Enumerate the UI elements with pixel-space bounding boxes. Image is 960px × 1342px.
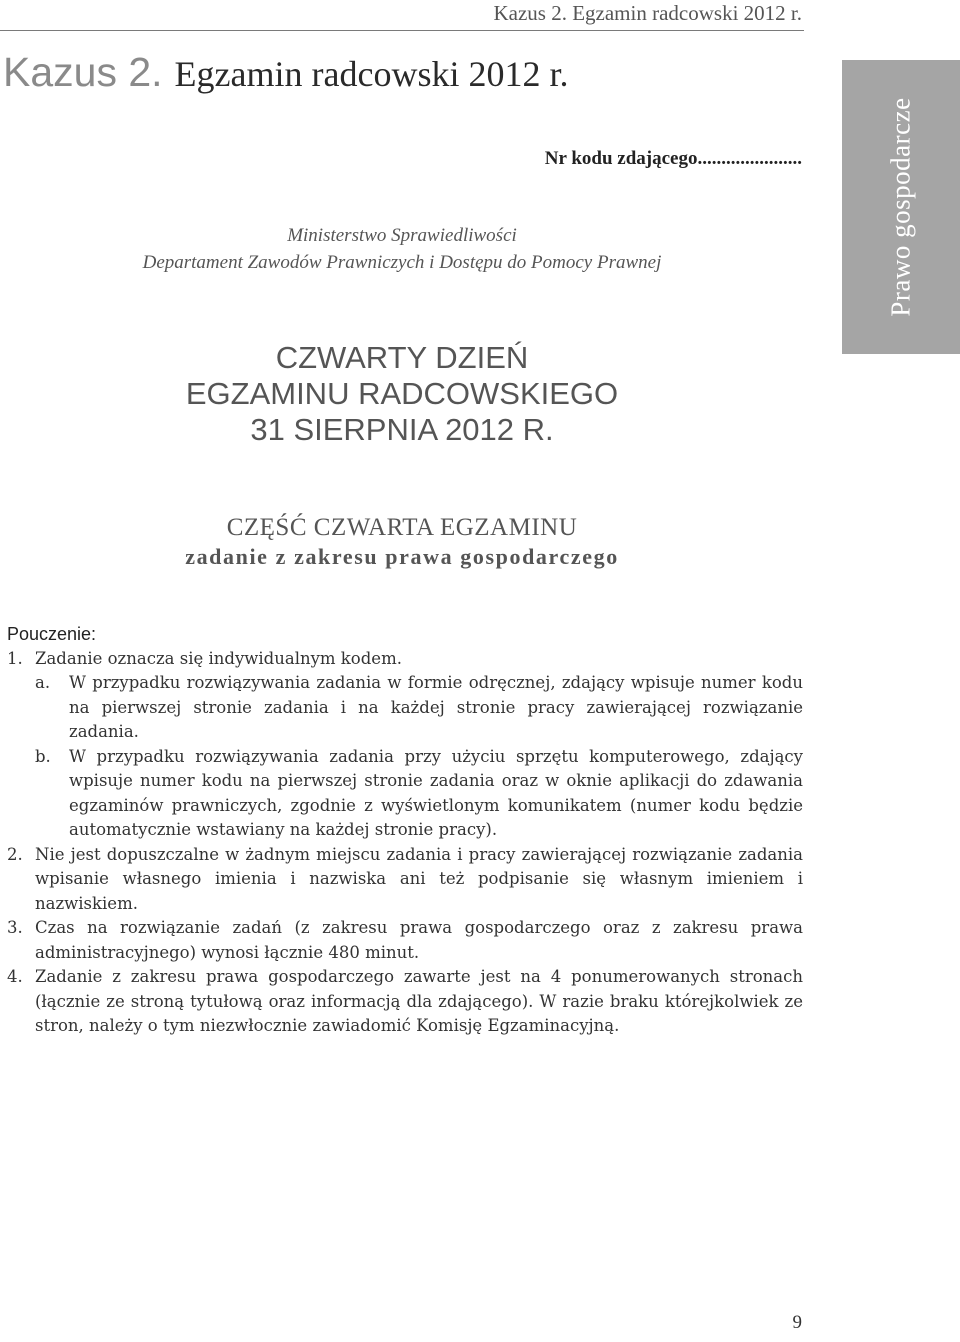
part-heading [0,512,804,571]
candidate-code-line: Nr kodu zdającego...................... [544,148,802,169]
side-tab-label: Prawo gospodarcze [885,97,916,317]
instruction-item-2 [7,843,803,917]
instruction-item-1 [7,647,803,672]
exam-heading-line-2: EGZAMINU RADCOWSKIEGO [185,376,619,411]
part-heading-line-1: CZĘŚĆ CZWARTA EGZAMINU [226,514,578,541]
instruction-subitem-b [7,745,803,843]
subitem-letter: a. [35,673,51,692]
department-name: Departament Zawodów Prawniczych i Dostępu do Pomocy Prawnej [142,252,662,273]
item-text: Zadanie oznacza się indywidualnym kodem. [35,648,402,668]
ministry-block [0,222,804,276]
running-header-text: Kazus 2. Egzamin radcowski 2012 r. [493,1,802,25]
item-number: 4. [7,967,23,986]
instructions [7,622,803,1039]
running-header [0,0,804,31]
instruction-item-3 [7,916,803,965]
part-heading-line-2: zadanie z zakresu prawa gospodarczego [185,544,619,569]
item-text: Nie jest dopuszczalne w żadnym miejscu zadania i pracy zawierającej rozwiązanie zadania wpisanie własnego imienia i nazwiska ani też podpisanie się własnym imieniem i nazwiskiem. [35,844,803,913]
exam-heading-line-1: CZWARTY DZIEŃ [275,340,529,375]
title-main: Egzamin radcowski 2012 r. [174,54,569,94]
item-number: 2. [7,844,23,864]
page-title [3,49,569,95]
subitem-letter: b. [35,746,51,766]
exam-heading-line-3: 31 SIERPNIA 2012 R. [250,412,554,447]
instruction-item-4 [7,965,803,1039]
subitem-text: W przypadku rozwiązywania zadania w formie odręcznej, zdający wpisuje numer kodu na pierwszej stronie zadania i na każdej stronie pracy zawierającej rozwiązanie zadania. [69,673,803,741]
item-text: Zadanie z zakresu prawa gospodarczego zawarte jest na 4 ponumerowanych stronach (łącznie ze stroną tytułową oraz informacją dla zdającego). W razie braku którejkolwiek ze stron, należy o tym niezwłocznie zawiadomić Komisję Egzaminacyjną. [35,967,803,1035]
page-number: 9 [792,1312,802,1333]
exam-heading [0,340,804,448]
subitem-text: W przypadku rozwiązywania zadania przy użyciu sprzętu komputerowego, zdający wpisuje numer kodu na pierwszej stronie zadania oraz w oknie aplikacji do zdawania egzaminów prawniczych, zgodnie z wyświetlonym komunikatem (numer kodu będzie automatycznie wstawiany na każdej stronie pracy). [69,746,803,839]
instructions-title: Pouczenie: [7,624,97,644]
ministry-name: Ministerstwo Sprawiedliwości [287,225,517,246]
item-number: 1. [7,648,23,668]
instruction-subitem-a [7,671,803,745]
item-text: Czas na rozwiązanie zadań (z zakresu prawa gospodarczego oraz z zakresu prawa administracyjnego) wynosi łącznie 480 minut. [35,918,803,962]
title-prefix: Kazus 2. [3,49,163,95]
item-number: 3. [7,918,23,937]
side-tab [842,60,960,354]
